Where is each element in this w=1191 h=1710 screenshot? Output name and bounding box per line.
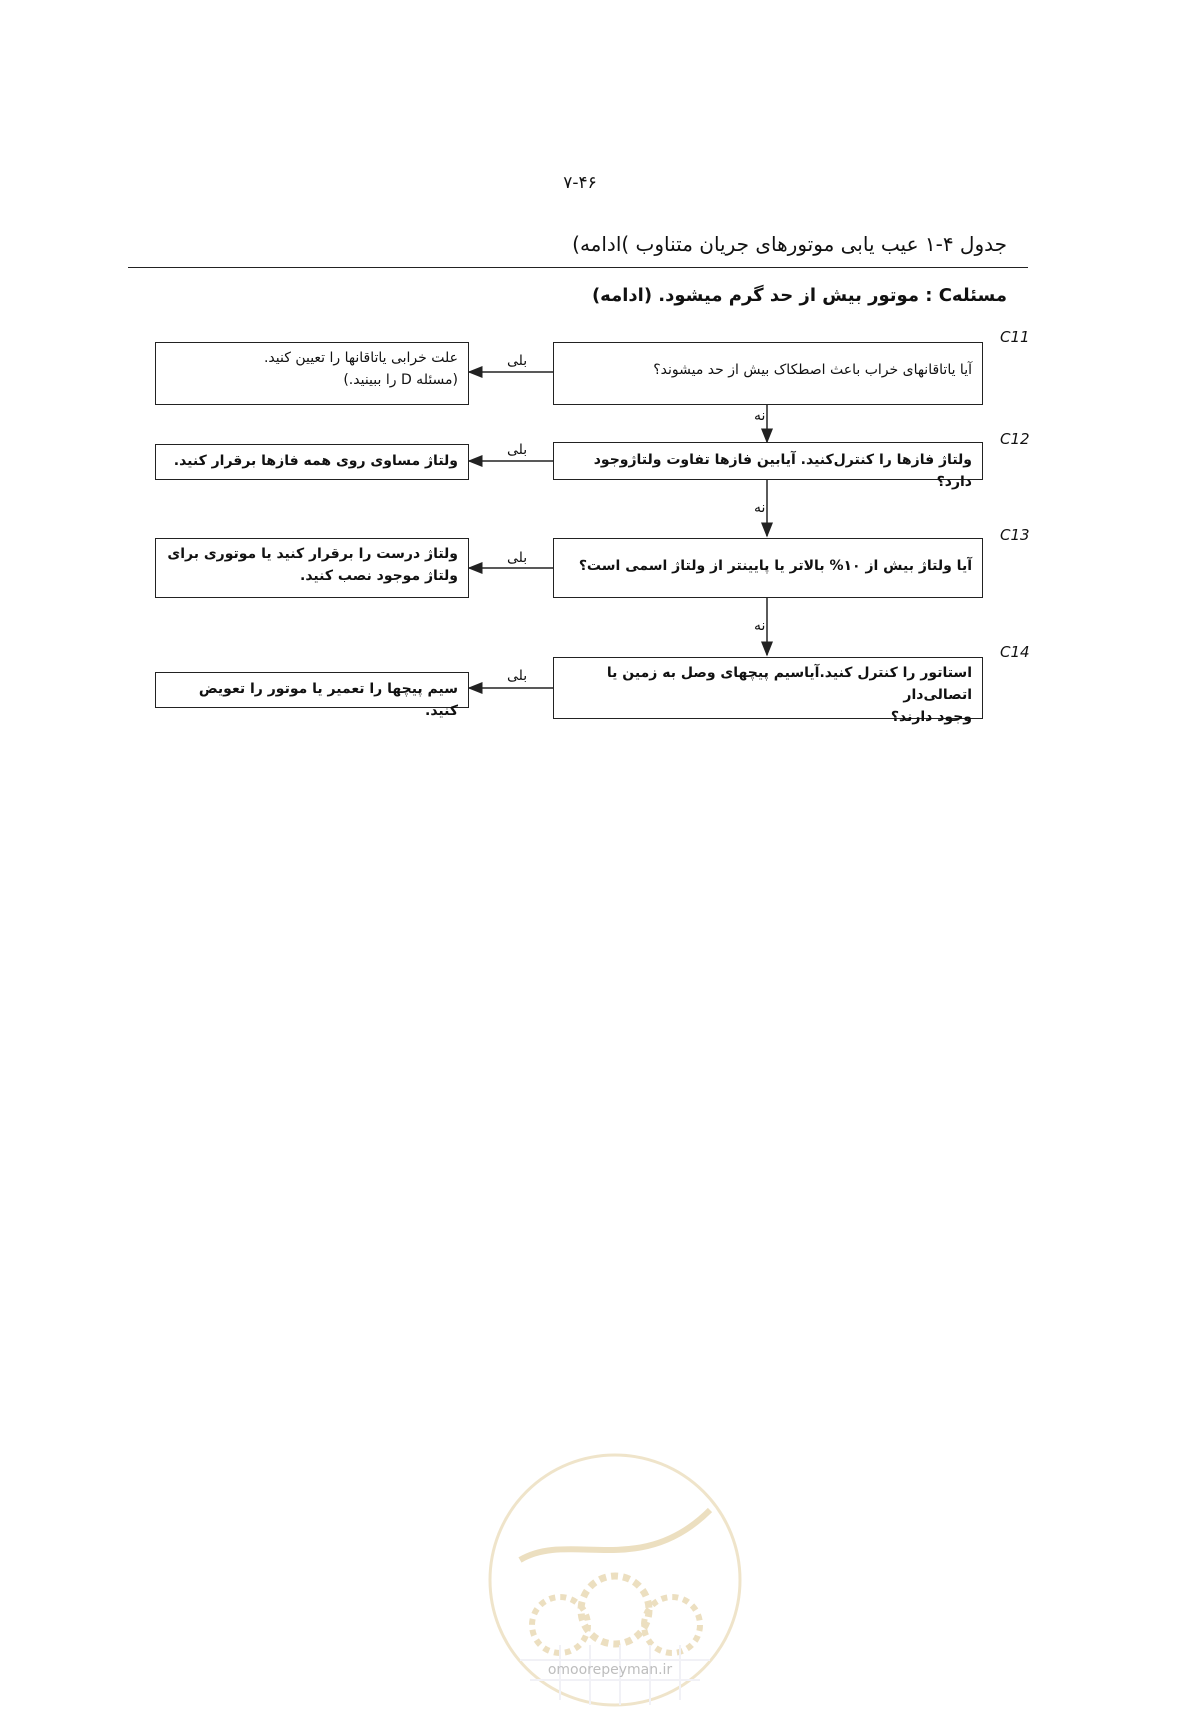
step-code-c11: C11 [1000, 328, 1030, 346]
action-box-c12 [155, 444, 469, 480]
step-code-c14: C14 [1000, 643, 1030, 661]
question-line-c14-2: وجود دارند؟ [890, 709, 972, 725]
question-text-c12: ولتاژ فازها را کنترل‌کنید. آیابین فازها تفاوت ولتاژوجود دارد؟ [593, 452, 972, 490]
action-box-c13 [155, 538, 469, 598]
no-label-c11: نه [754, 408, 766, 424]
action-box-c14 [155, 672, 469, 719]
action-line-c11-2: (مسئله D را ببینید.) [343, 372, 458, 388]
problem-title: مسئلهC : موتور بیش از حد گرم میشود. (ادامه) [591, 285, 1007, 306]
yes-label-c14: بلی [507, 668, 528, 684]
question-box-c11 [553, 342, 983, 405]
question-box-c14 [553, 657, 983, 725]
step-code-c13: C13 [1000, 526, 1030, 544]
action-box-c11 [155, 342, 469, 405]
yes-label-c13: بلی [507, 550, 528, 566]
question-box-c12 [553, 442, 983, 490]
action-line-c12-1: ولتاژ مساوی روی همه فازها برقرار کنید. [173, 453, 458, 469]
yes-label-c11: بلی [507, 353, 528, 369]
yes-label-c12: بلی [507, 442, 528, 458]
page-number: ۷-۴۶ [563, 173, 597, 193]
no-label-c13: نه [754, 618, 766, 634]
watermark-site: omoorepeyman.ir [547, 1662, 673, 1678]
step-code-c12: C12 [1000, 430, 1030, 448]
question-text-c11: آیا یاتاقانهای خراب باعث اصطکاک بیش از حد میشوند؟ [653, 362, 972, 378]
question-line-c14-1: استاتور را کنترل کنید.آیاسیم پیچهای وصل به زمین یا اتصالی‌دار [606, 665, 972, 703]
action-line-c13-2: ولتاژ موجود نصب کنید. [300, 568, 458, 584]
action-line-c13-1: ولتاژ درست را برقرار کنید یا موتوری برای [167, 546, 458, 562]
action-line-c14-1: سیم پیچها را تعمیر یا موتور را تعویض کنید. [198, 681, 458, 719]
no-label-c12: نه [754, 500, 766, 516]
action-line-c11-1: علت خرابی یاتاقانها را تعیین کنید. [263, 350, 458, 366]
question-text-c13: آیا ولتاژ بیش از ۱۰% بالاتر یا پایینتر از ولتاژ اسمی است؟ [578, 558, 972, 574]
question-box-c13 [553, 538, 983, 598]
table-title: جدول ۴-۱ عیب یابی موتورهای جریان متناوب )ادامه) [572, 232, 1007, 256]
